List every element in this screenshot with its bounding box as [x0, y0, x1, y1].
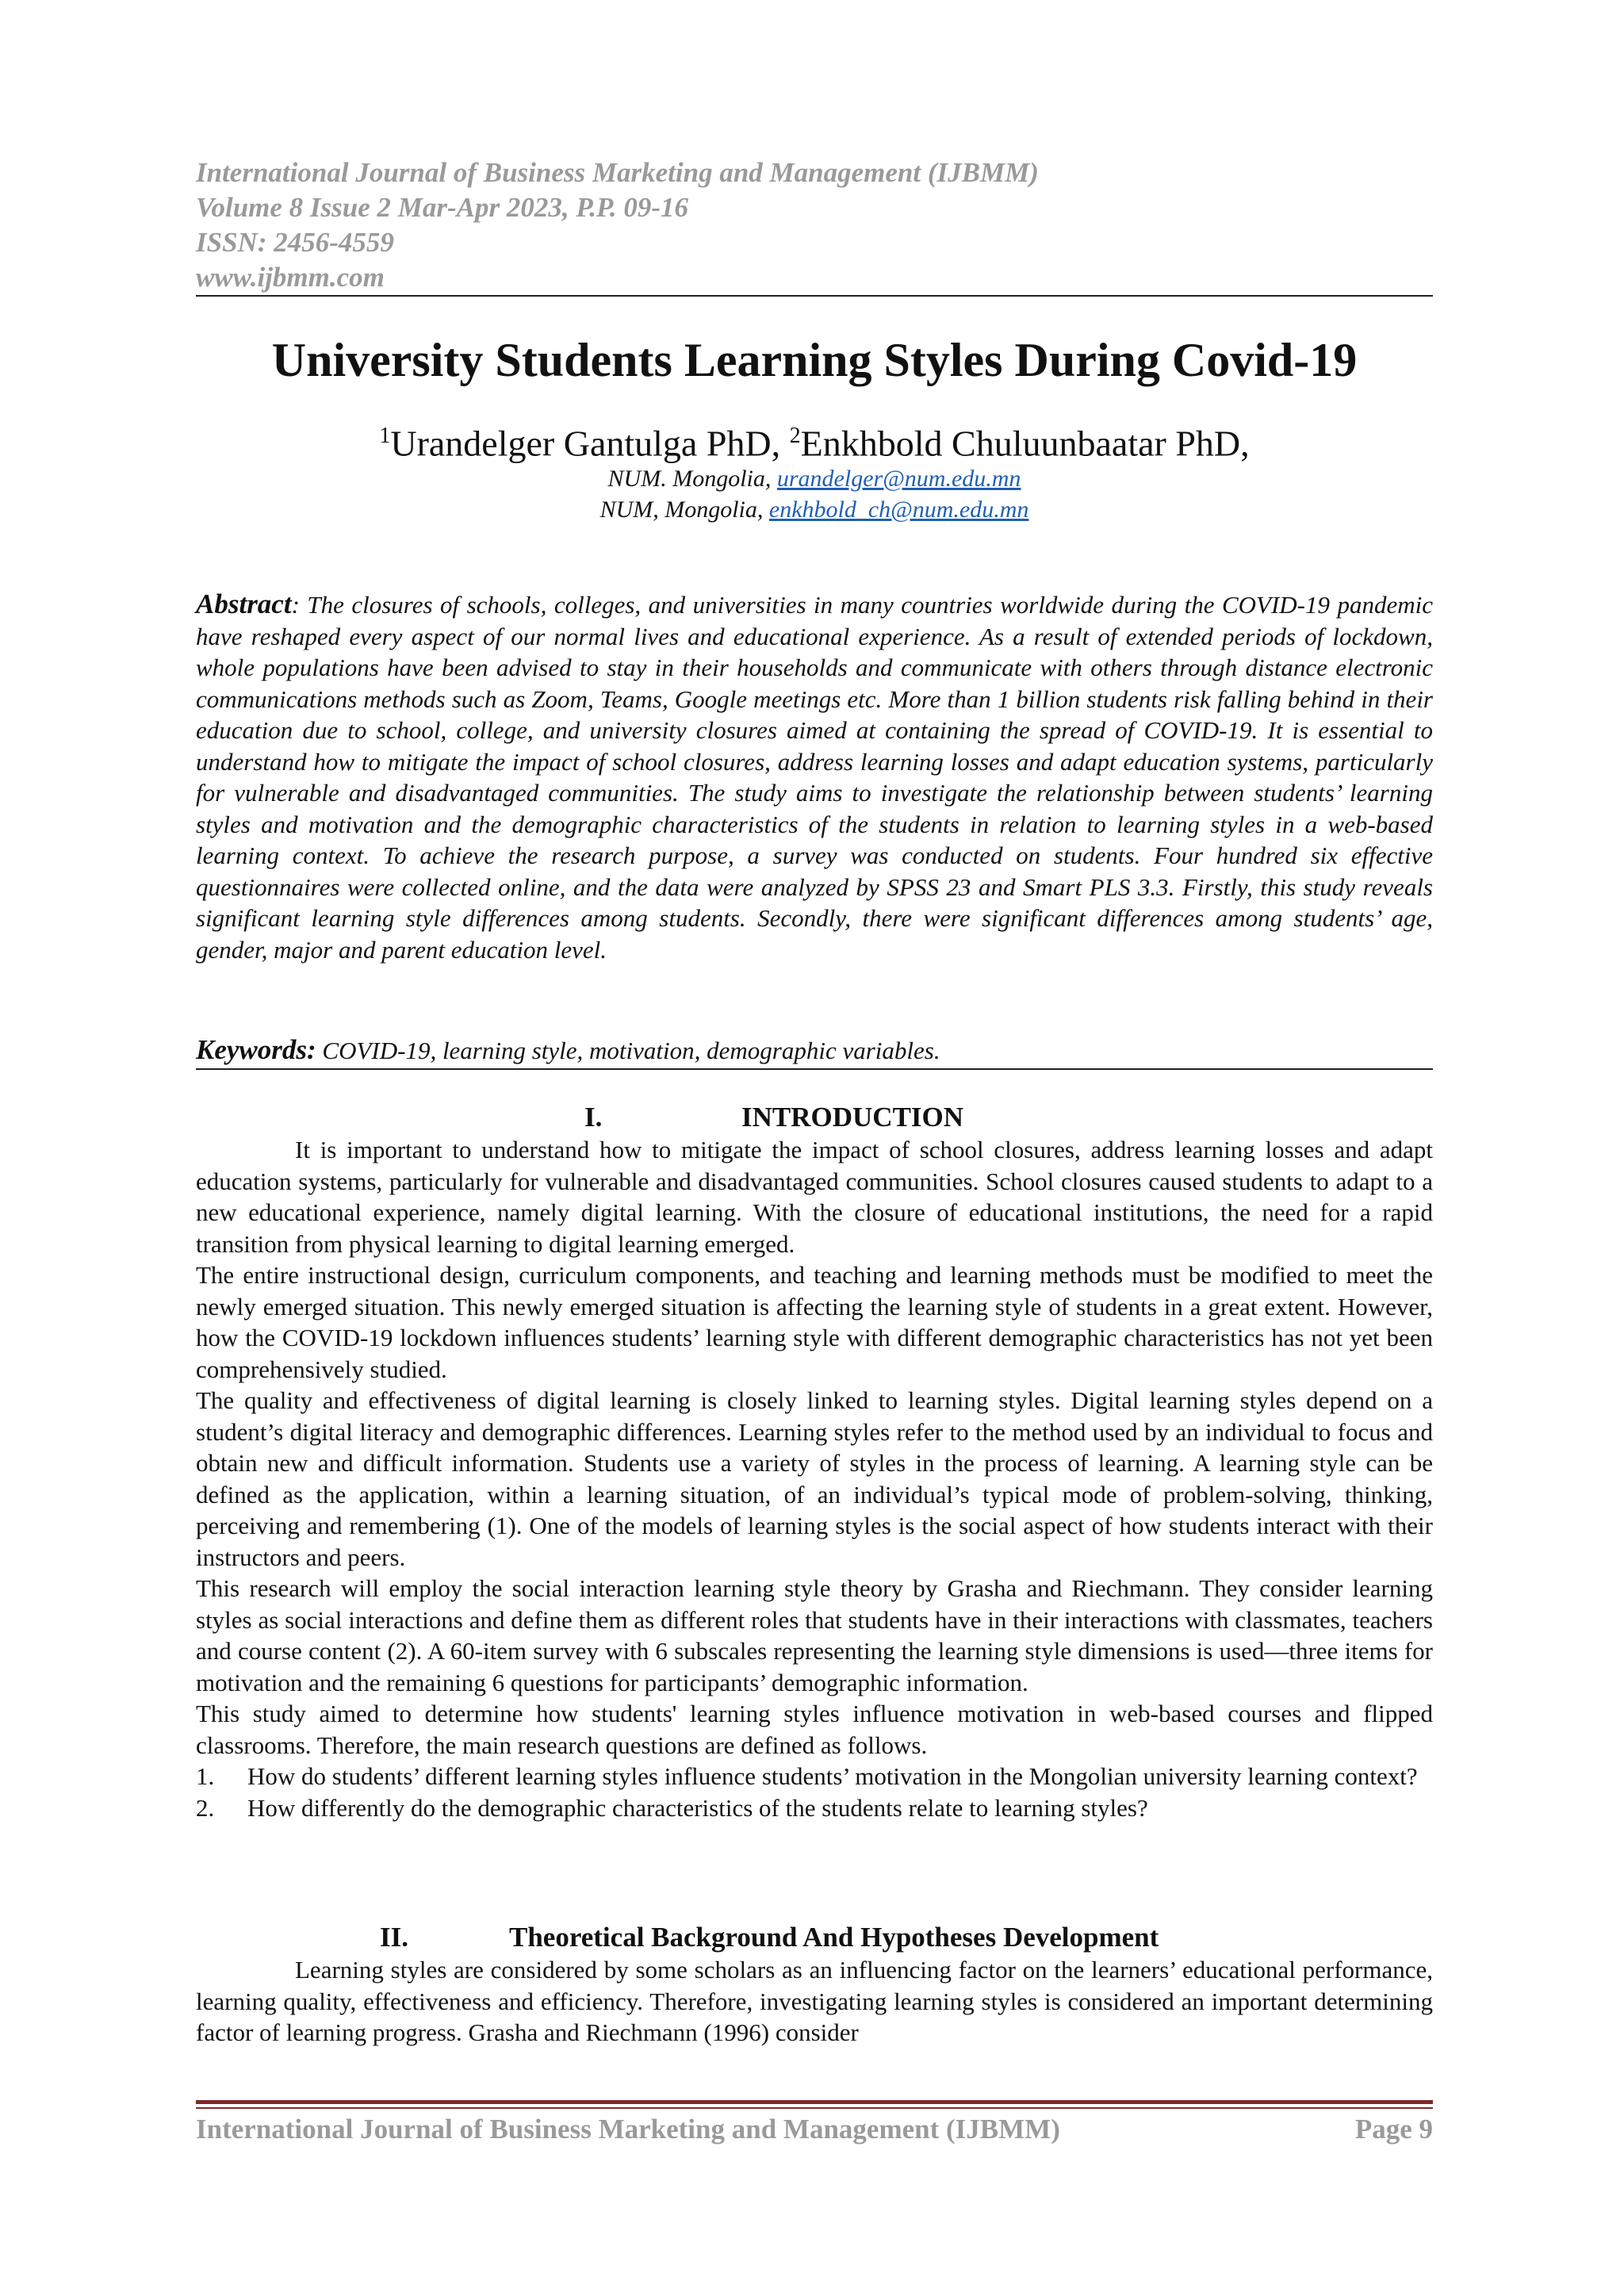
- author1-marker: 1: [379, 424, 391, 448]
- section-1-body: [196, 1134, 1433, 1823]
- footer-journal: International Journal of Business Marketing and Management (IJBMM): [196, 2114, 1060, 2145]
- author1-name: Urandelger Gantulga PhD,: [390, 423, 790, 464]
- intro-paragraph-5: This study aimed to determine how students' learning styles influence motivation in web-based courses and flipped classrooms. Therefore, the main research questions are defined as follows.: [196, 1700, 1433, 1759]
- journal-website[interactable]: www.ijbmm.com: [196, 262, 385, 293]
- affiliation-2-org: NUM, Mongolia,: [599, 496, 769, 523]
- author-line: [196, 414, 1433, 466]
- affiliation-2-email-link[interactable]: enkhbold_ch@num.edu.mn: [768, 496, 1029, 523]
- theory-paragraph-1: Learning styles are considered by some scholars as an influencing factor on the learners’ educational performance, learning quality, effectiveness and efficiency. Therefore, investigating learning styles is considered an important determining factor of learning progress. Grasha and Riechmann (1996) consider: [196, 1956, 1433, 2046]
- header-divider: [196, 295, 1433, 297]
- keywords-divider: [196, 1068, 1433, 1070]
- affiliation-1-org: NUM. Mongolia,: [607, 466, 777, 492]
- intro-paragraph-2: The entire instructional design, curriculum components, and teaching and learning methods must be modified to meet the newly emerged situation. This newly emerged situation is affecting the learning style of students in a great extent. However, how the COVID-19 lockdown influences students’ learning style with different demographic characteristics has not yet been comprehensively studied.: [196, 1261, 1433, 1383]
- research-question-1-number: 1.: [196, 1762, 215, 1790]
- author2-name: Enkhbold Chuluunbaatar PhD,: [800, 423, 1250, 464]
- section-1-number: I.: [584, 1102, 603, 1133]
- footer-divider-thick: [196, 2100, 1433, 2104]
- research-question-2-number: 2.: [196, 1793, 215, 1822]
- intro-paragraph-1: It is important to understand how to mitigate the impact of school closures, address learning losses and adapt education systems, particularly for vulnerable and disadvantaged communities. School closures caused students to adapt to a new educational experience, namely digital learning. With the closure of educational institutions, the need for a rapid transition from physical learning to digital learning emerged.: [196, 1136, 1433, 1258]
- section-1-title: INTRODUCTION: [741, 1102, 964, 1133]
- affiliation-1-email-link[interactable]: urandelger@num.edu.mn: [776, 466, 1021, 492]
- intro-paragraph-4: This research will employ the social interaction learning style theory by Grasha and Riechmann. They consider learning styles as social interactions and define them as different roles that students have in their interactions with classmates, teachers and course content (2). A 60-item survey with 6 subscales representing the learning style dimensions is used—three items for motivation and the remaining 6 questions for participants’ demographic information.: [196, 1574, 1433, 1696]
- intro-paragraph-3: The quality and effectiveness of digital learning is closely linked to learning styles. Digital learning styles depend on a student’s digital literacy and demographic differences. Learning styles refer to the method used by an individual to focus and obtain new and difficult information. Students use a variety of styles in the process of learning. A learning style can be defined as the application, within a learning situation, of an individual’s typical mode of problem-solving, thinking, perceiving and remembering (1). One of the models of learning styles is the social aspect of how students interact with their instructors and peers.: [196, 1386, 1433, 1571]
- keywords: [196, 1034, 1433, 1067]
- research-question-1: [196, 1761, 1433, 1792]
- research-questions: [196, 1761, 1433, 1823]
- journal-header: [196, 155, 1433, 295]
- section-2-number: II.: [380, 1922, 408, 1953]
- keywords-text: COVID-19, learning style, motivation, demographic variables.: [316, 1037, 940, 1064]
- page-number: Page 9: [1354, 2114, 1433, 2145]
- author2-marker: 2: [789, 424, 801, 448]
- research-question-2: [196, 1792, 1433, 1824]
- abstract-label: Abstract: [196, 588, 292, 619]
- footer-divider-thin: [196, 2107, 1433, 2109]
- abstract-text: : The closures of schools, colleges, and universities in many countries worldwide during the COVID-19 pandemic have reshaped every aspect of our normal lives and educational experience. As a result of extended periods of lockdown, whole populations have been advised to stay in their households and communicate with others through distance electronic communications methods such as Zoom, Teams, Google meetings etc. More than 1 billion students risk falling behind in their education due to school, college, and university closures aimed at containing the spread of COVID-19. It is essential to understand how to mitigate the impact of school closures, address learning losses and adapt education systems, particularly for vulnerable and disadvantaged communities. The study aims to investigate the relationship between students’ learning styles and motivation and the demographic characteristics of the students in relation to learning styles in a web-based learning context. To achieve the research purpose, a survey was conducted on students. Four hundred six effective questionnaires were collected online, and the data were analyzed by SPSS 23 and Smart PLS 3.3. Firstly, this study reveals significant learning style differences among students. Secondly, there were significant differences among students’ age, gender, major and parent education level.: [196, 591, 1433, 964]
- journal-volume: Volume 8 Issue 2 Mar-Apr 2023, P.P. 09-16: [196, 192, 689, 223]
- abstract: [196, 588, 1433, 965]
- section-2-title: Theoretical Background And Hypotheses Development: [509, 1922, 1159, 1953]
- research-question-2-text: How differently do the demographic characteristics of the students relate to learning styles?: [247, 1793, 1148, 1822]
- journal-issn: ISSN: 2456-4559: [196, 227, 394, 258]
- page-footer: [196, 2111, 1433, 2148]
- affiliation-1: [196, 464, 1433, 494]
- keywords-label: Keywords:: [196, 1034, 316, 1065]
- affiliation-2: [196, 495, 1433, 525]
- research-question-1-text: How do students’ different learning styles influence students’ motivation in the Mongolian university learning context?: [247, 1762, 1418, 1790]
- journal-name: International Journal of Business Marketing and Management (IJBMM): [196, 157, 1039, 188]
- paper-title: University Students Learning Styles During Covid-19: [271, 334, 1358, 386]
- section-2-body: [196, 1954, 1433, 2049]
